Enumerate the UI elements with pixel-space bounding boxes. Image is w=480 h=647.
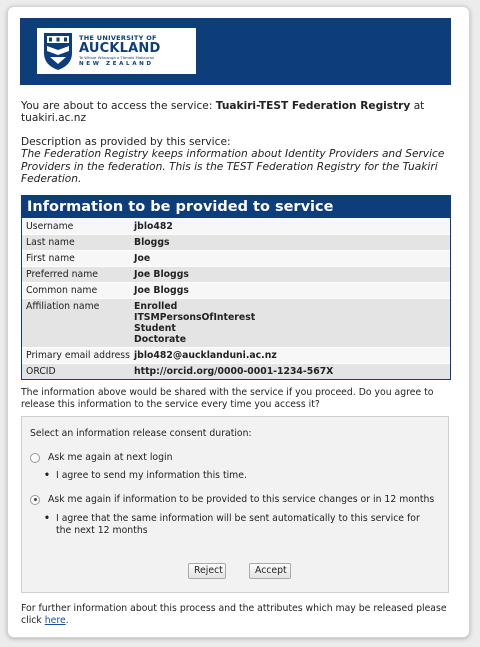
footer-text <box>21 603 451 626</box>
option-12-months-detail <box>44 513 424 537</box>
radio-next-login[interactable] <box>30 453 40 463</box>
attribute-key: Last name <box>26 237 75 248</box>
attribute-value: Bloggs <box>134 237 170 248</box>
attribute-value: Enrolled ITSMPersonsOfInterest Student Doctorate <box>134 301 256 345</box>
attribute-row <box>22 266 450 282</box>
description-text: The Federation Registry keeps information about Identity Providers and Service Providers in the federation. This is the TEST Federation Registry for the Tuakiri Federation. <box>21 148 445 186</box>
attribute-rows <box>22 218 450 379</box>
attribute-key: Primary email address <box>26 350 130 361</box>
attribute-table-title: Information to be provided to service <box>27 199 334 215</box>
accept-button[interactable]: Accept <box>249 563 291 579</box>
attribute-value: http://orcid.org/0000-0001-1234-567X <box>134 366 334 377</box>
attribute-value: Joe Bloggs <box>134 269 189 280</box>
attribute-row <box>22 250 450 266</box>
university-banner <box>20 18 451 85</box>
radio-12-months[interactable] <box>30 495 40 505</box>
help-link[interactable]: here <box>44 614 66 626</box>
attribute-value: jblo482@aucklanduni.ac.nz <box>134 350 277 361</box>
consent-duration-box <box>21 416 449 593</box>
logo-line-4: NEW ZEALAND <box>79 60 154 67</box>
attribute-key: Affiliation name <box>26 301 100 312</box>
attribute-key: First name <box>26 253 75 264</box>
university-logo <box>37 28 196 74</box>
option-12-months-detail-text: I agree that the same information will be sent automatically to this service for the next 12 months <box>56 513 420 536</box>
attribute-value: Joe <box>134 253 151 264</box>
crest-icon <box>41 31 75 71</box>
reject-button[interactable]: Reject <box>188 563 226 579</box>
attribute-key: Common name <box>26 285 98 296</box>
attribute-row <box>22 347 450 363</box>
option-next-login[interactable] <box>30 452 173 463</box>
bullet-icon: • <box>44 513 50 524</box>
option-12-months-label[interactable]: Ask me again if information to be provided to this service changes or in 12 months <box>48 494 435 505</box>
intro-suffix: at tuakiri.ac.nz <box>21 100 425 125</box>
service-name: Tuakiri-TEST Federation Registry <box>215 100 411 112</box>
option-next-login-detail <box>44 470 424 482</box>
attribute-key: Username <box>26 221 74 232</box>
footer-end: . <box>65 614 69 626</box>
logo-line-3: Te Whare Wānanga o Tāmaki Makaurau <box>79 55 155 61</box>
attribute-row <box>22 363 450 379</box>
service-description <box>21 136 446 186</box>
attribute-row <box>22 282 450 298</box>
option-next-login-detail-text: I agree to send my information this time. <box>56 470 247 481</box>
attribute-value: jblo482 <box>134 221 173 232</box>
attribute-table <box>21 195 451 380</box>
attribute-value: Joe Bloggs <box>134 285 189 296</box>
attribute-row <box>22 218 450 234</box>
consent-card <box>7 6 470 638</box>
intro-prefix: You are about to access the service: <box>21 100 213 112</box>
option-next-login-label[interactable]: Ask me again at next login <box>48 452 173 463</box>
description-label: Description as provided by this service: <box>21 136 231 148</box>
share-notice: The information above would be shared with the service if you proceed. Do you agree to release this information to the service every time you access it? <box>21 387 434 410</box>
attribute-key: ORCID <box>26 366 56 377</box>
bullet-icon: • <box>44 470 50 481</box>
logo-line-1: THE UNIVERSITY OF <box>79 33 157 42</box>
logo-line-2: AUCKLAND <box>79 41 161 57</box>
attribute-key: Preferred name <box>26 269 98 280</box>
intro-text <box>21 100 451 125</box>
consent-title: Select an information release consent duration: <box>30 428 252 439</box>
option-12-months[interactable] <box>30 494 434 505</box>
attribute-row <box>22 298 450 347</box>
attribute-row <box>22 234 450 250</box>
footer-text-body: For further information about this process and the attributes which may be released please click <box>21 603 447 626</box>
